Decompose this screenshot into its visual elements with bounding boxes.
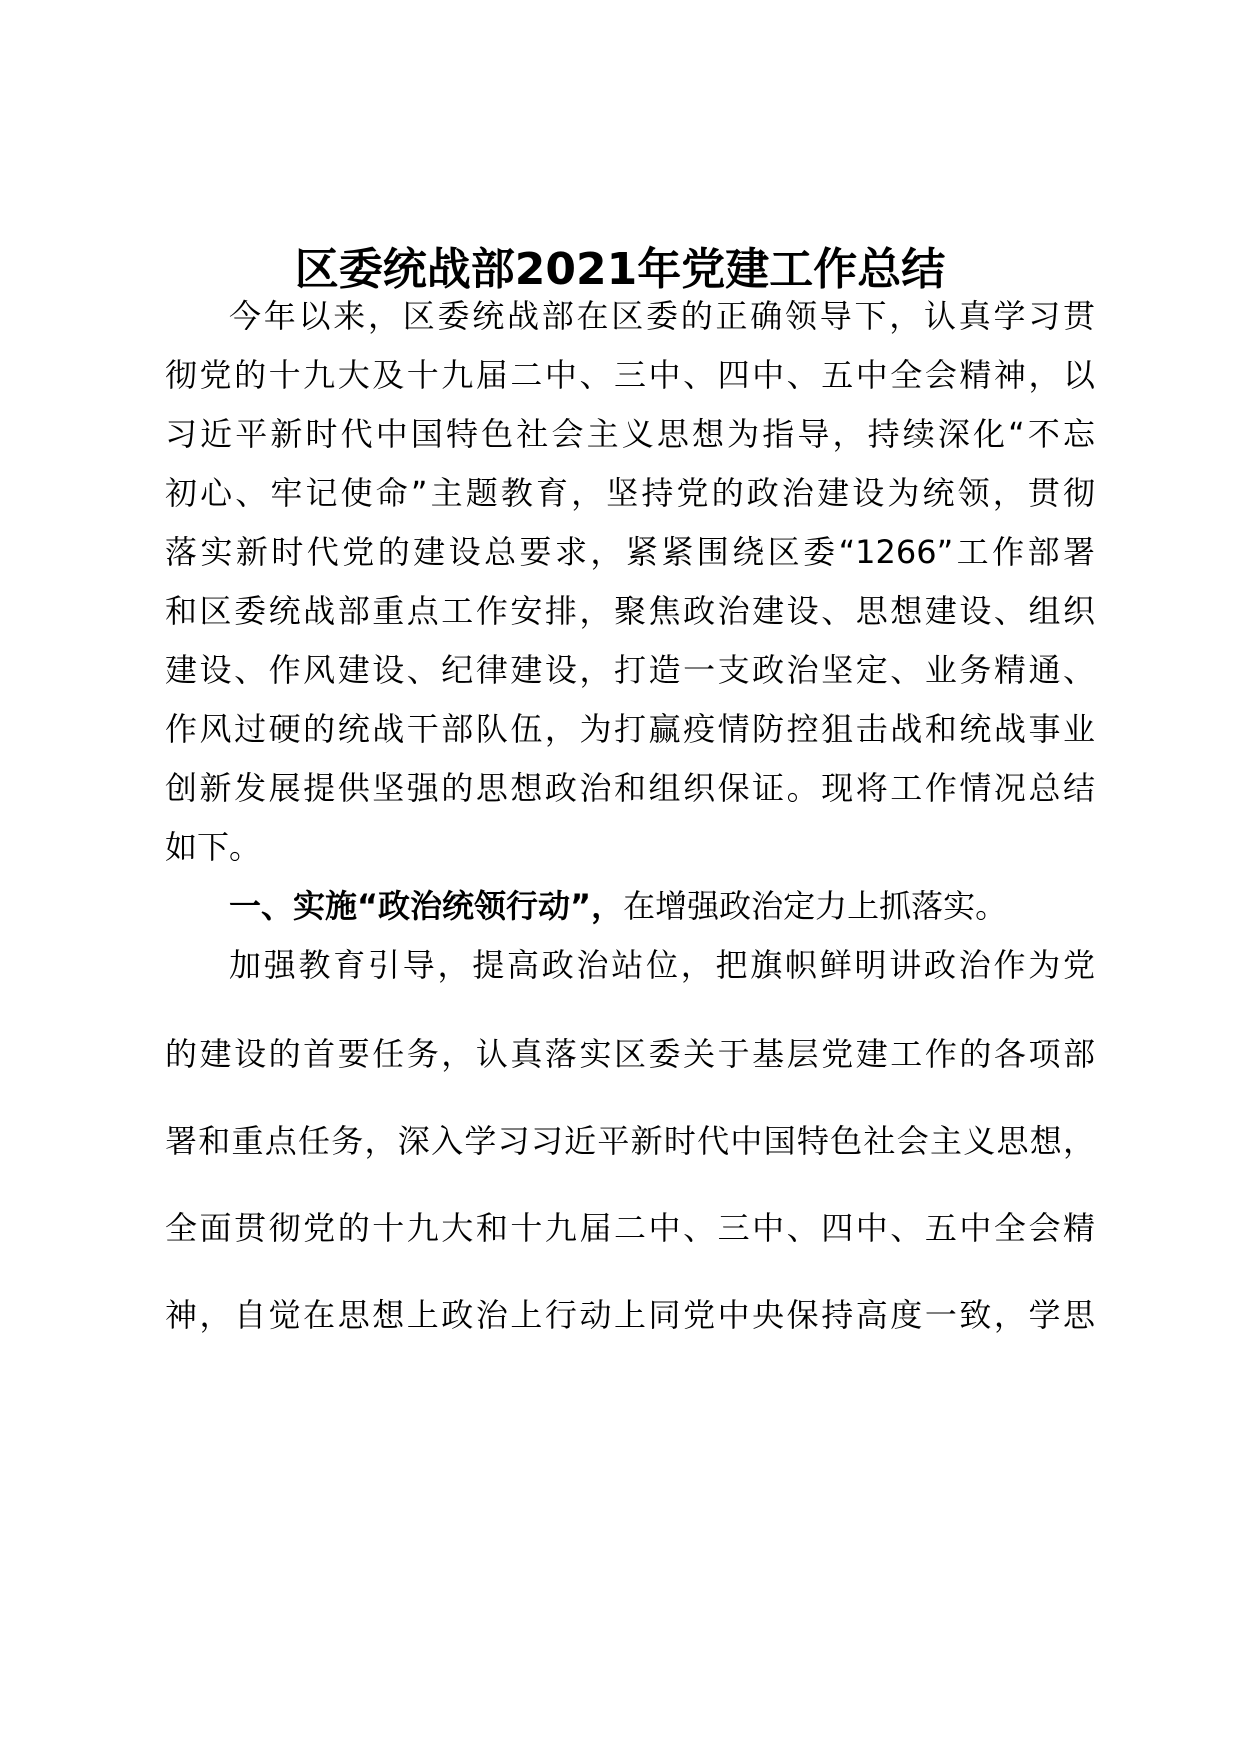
section-heading-1 [229, 886, 1095, 926]
paragraph-2-line-3: 署和重点任务，深入学习习近平新时代中国特色社会主义思想， [165, 1122, 1095, 1160]
paragraph-1-line-10: 如下。 [165, 828, 262, 866]
paragraph-1-line-9: 创新发展提供坚强的思想政治和组织保证。现将工作情况总结 [165, 769, 1095, 807]
paragraph-1-line-4: 初心、牢记使命”主题教育，坚持党的政治建设为统领，贯彻 [165, 474, 1095, 512]
paragraph-1-line-7: 建设、作风建设、纪律建设，打造一支政治坚定、业务精通、 [165, 651, 1095, 689]
paragraph-2-line-4: 全面贯彻党的十九大和十九届二中、三中、四中、五中全会精 [165, 1209, 1095, 1247]
section-heading-1-bold: 一、实施“政治统领行动”， [229, 887, 624, 925]
paragraph-1-line-3: 习近平新时代中国特色社会主义思想为指导，持续深化“不忘 [165, 415, 1095, 453]
paragraph-2-line-5: 神，自觉在思想上政治上行动上同党中央保持高度一致，学思 [165, 1296, 1095, 1334]
paragraph-1-line-2: 彻党的十九大及十九届二中、三中、四中、五中全会精神，以 [165, 356, 1095, 394]
paragraph-1-line-5: 落实新时代党的建设总要求，紧紧围绕区委“1266”工作部署 [165, 533, 1095, 571]
paragraph-2-line-1: 加强教育引导，提高政治站位，把旗帜鲜明讲政治作为党 [229, 946, 1095, 984]
paragraph-1-line-8: 作风过硬的统战干部队伍，为打赢疫情防控狙击战和统战事业 [165, 710, 1095, 748]
paragraph-1-line-6: 和区委统战部重点工作安排，聚焦政治建设、思想建设、组织 [165, 592, 1095, 630]
paragraph-1-line-1: 今年以来，区委统战部在区委的正确领导下，认真学习贯 [229, 297, 1095, 335]
document-title: 区委统战部2021年党建工作总结 [294, 244, 946, 295]
paragraph-2-line-2: 的建设的首要任务，认真落实区委关于基层党建工作的各项部 [165, 1035, 1095, 1073]
section-heading-1-rest: 在增强政治定力上抓落实。 [623, 887, 1008, 925]
